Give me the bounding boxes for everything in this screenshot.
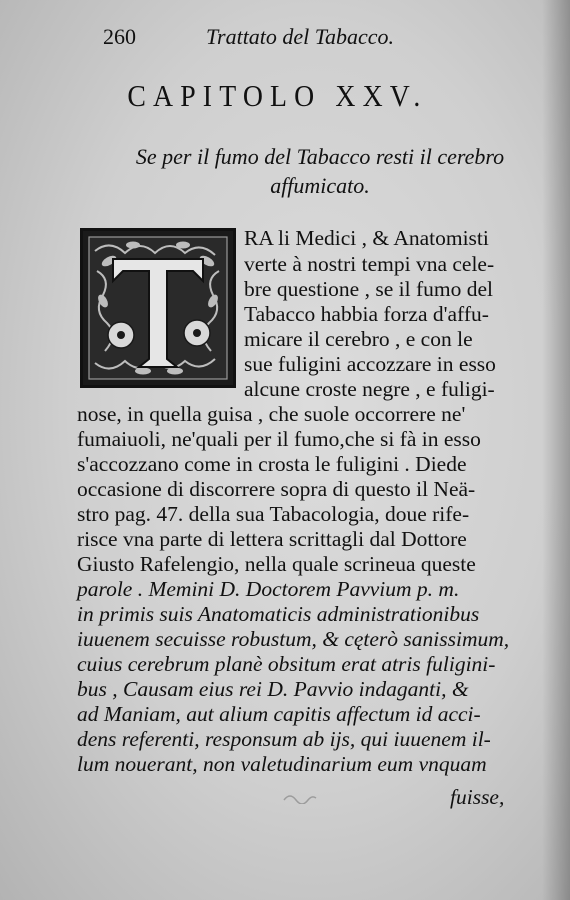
text-line: RA li Medici , & Anatomisti xyxy=(244,226,489,250)
text-line: fumaiuoli, ne'quali per il fumo,che si fà in esso xyxy=(77,427,481,451)
text-line: risce vna parte di lettera scrittagli dal Dottore xyxy=(77,527,467,551)
catchword: fuisse, xyxy=(450,785,505,809)
subtitle-line: affumicato. xyxy=(270,173,370,198)
text-line: micare il cerebro , e con le xyxy=(244,327,473,351)
chapter-subtitle xyxy=(90,142,550,200)
text-line: Giusto Rafelengio, nella quale scrineua queste xyxy=(77,552,476,576)
chapter-title: CAPITOLO XXV. xyxy=(127,78,428,113)
text-line: cuius cerebrum planè obsitum erat atris fuligini- xyxy=(77,652,496,676)
signature-mark xyxy=(280,790,320,804)
text-line: dens referenti, responsum ab ijs, qui iuuenem il- xyxy=(77,727,491,751)
page-gutter-shadow xyxy=(542,0,570,900)
page-header xyxy=(103,24,433,52)
text-line: ad Maniam, aut alium capitis affectum id acci- xyxy=(77,702,481,726)
text-line: iuuenem secuisse robustum, & cęterò sanissimum, xyxy=(77,627,510,651)
subtitle-line: Se per il fumo del Tabacco resti il cerebro xyxy=(135,144,505,169)
text-line: bus , Causam eius rei D. Pavvio indaganti, & xyxy=(77,677,469,701)
text-line: s'accozzano come in crosta le fuligini . Diede xyxy=(77,452,467,476)
text-line: bre questione , se il fumo del xyxy=(244,277,493,301)
text-line: parole . Memini D. Doctorem Pavvium p. m. xyxy=(77,577,460,601)
text-line: alcune croste negre , e fuligi- xyxy=(244,377,495,401)
running-head: Trattato del Tabacco. xyxy=(206,24,395,49)
text-line: in primis suis Anatomaticis administrationibus xyxy=(77,602,480,626)
text-line: nose, in quella guisa , che suole occorrere ne' xyxy=(77,402,466,426)
text-line: lum nouerant, non valetudinarium eum vnquam xyxy=(77,752,487,776)
text-line: occasione di discorrere sopra di questo il Neä- xyxy=(77,477,476,501)
text-line: sue fuligini accozzare in esso xyxy=(244,352,496,376)
text-line: Tabacco habbia forza d'affu- xyxy=(244,302,489,326)
floral-initial-ornament xyxy=(83,231,233,385)
text-line: stro pag. 47. della sua Tabacologia, doue rife- xyxy=(77,502,470,526)
decorated-initial-letter xyxy=(80,228,236,388)
text-line: verte à nostri tempi vna cele- xyxy=(244,252,495,276)
page-number: 260 xyxy=(103,24,136,49)
